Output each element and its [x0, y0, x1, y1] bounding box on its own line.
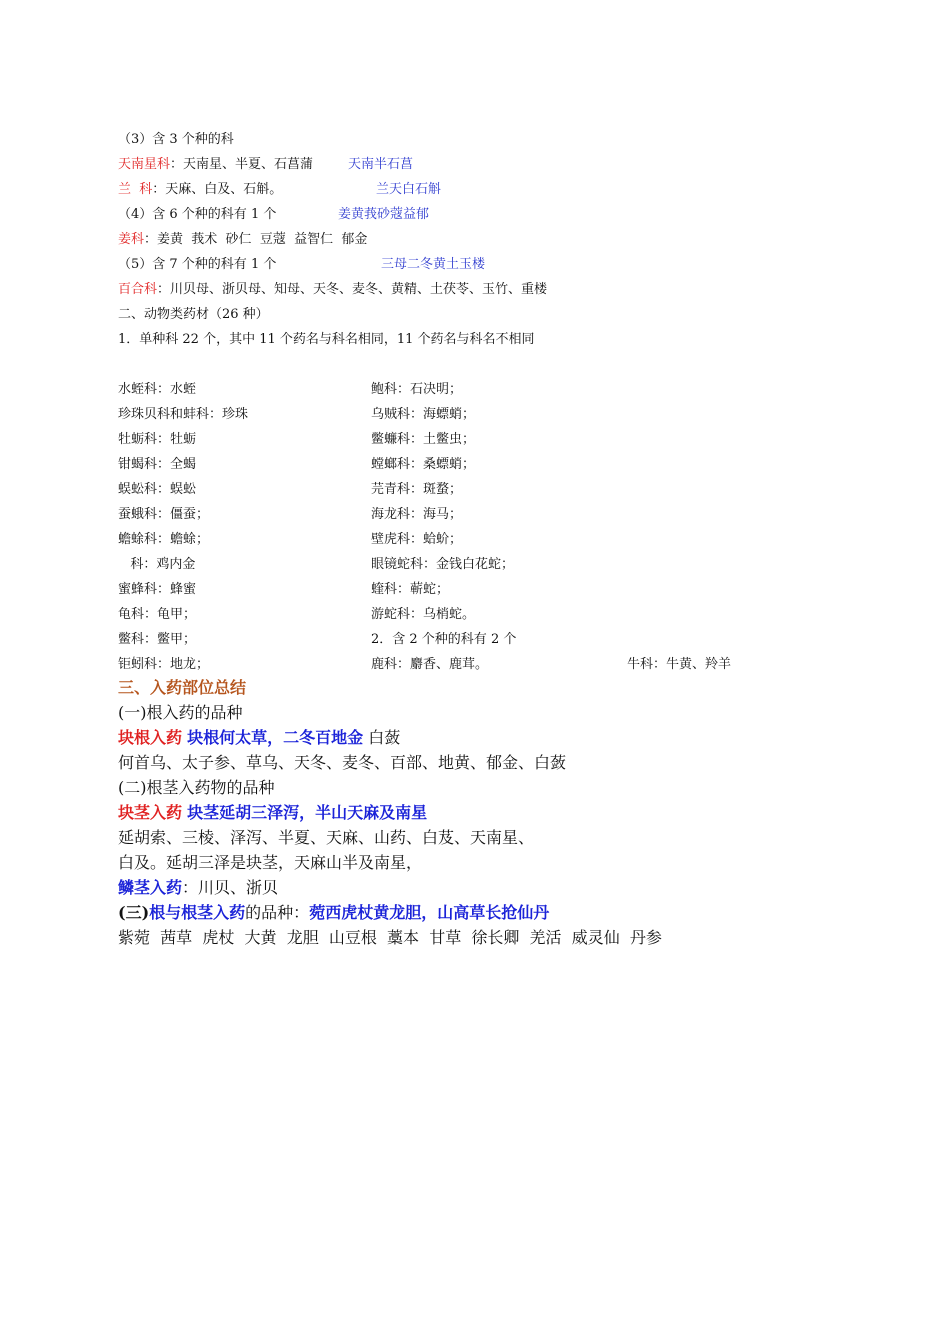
separator: ：	[170, 157, 184, 172]
animal-left-item: 蜜蜂科：蜂蜜	[118, 582, 197, 597]
animal-left-item: 水蛭科：水蛭	[118, 382, 197, 397]
animal-left-item: 科：鸡内金	[118, 557, 196, 572]
section3-sub3	[118, 900, 549, 923]
animal-right-item: 芫青科：斑蝥；	[371, 482, 463, 497]
family-row-lan	[118, 178, 282, 197]
species-list: 天南星、半夏、石菖蒲	[183, 157, 314, 172]
animal-heading: 二、动物类药材（26 种）	[118, 307, 269, 322]
section-h4: （4）含 6 个种的科有 1 个	[118, 207, 277, 222]
family-row-tiannanxing	[118, 153, 313, 172]
sub3-bold: 根与根茎入药	[149, 903, 246, 922]
family-row-jiang	[118, 228, 367, 247]
family-name: 天南星科	[118, 157, 171, 172]
kuaigen-row	[118, 725, 400, 748]
animal-right-item: 海龙科：海马；	[371, 507, 463, 522]
kuaijing-list: 延胡索、三棱、泽泻、半夏、天麻、山药、白芨、天南星、	[118, 828, 535, 847]
animal-sub1: 1．单种科 22 个，其中 11 个药名与科名相同，11 个药名与科名不相同	[118, 332, 535, 347]
animal-niu: 牛科：牛黄、羚羊	[627, 657, 732, 672]
animal-right-item: 游蛇科：乌梢蛇。	[371, 607, 476, 622]
mnemonic-lan: 兰天白石斛	[376, 182, 442, 197]
section-h5: （5）含 7 个种的科有 1 个	[118, 257, 277, 272]
animal-left-item: 蜈蚣科：蜈蚣	[118, 482, 197, 497]
family-name: 兰 科	[118, 182, 153, 197]
mnemonic-h4: 姜黄莪砂蔻益郁	[338, 207, 430, 222]
mnemonic-tiannanxing: 天南半石菖	[348, 157, 414, 172]
animal-right-item: 壁虎科：蛤蚧；	[371, 532, 463, 547]
sub3-mnemonic: 菀西虎杖黄龙胆，山高草长抢仙丹	[309, 903, 550, 922]
animal-left-item: 牡蛎科：牡蛎	[118, 432, 197, 447]
family-name: 百合科	[118, 282, 158, 297]
sub3-prefix: (三)	[118, 903, 150, 922]
animal-right-item: 眼镜蛇科：金钱白花蛇；	[371, 557, 515, 572]
separator: ：	[144, 232, 158, 247]
animal-left-item: 钜蚓科：地龙；	[118, 657, 210, 672]
sub3-list: 紫菀 茜草 虎杖 大黄 龙胆 山豆根 藁本 甘草 徐长卿 羌活 威灵仙 丹参	[118, 928, 662, 947]
animal-left-item: 鳖科：鳖甲；	[118, 632, 197, 647]
animal-left-item: 珍珠贝科和蚌科：珍珠	[118, 407, 249, 422]
section3-heading: 三、入药部位总结	[118, 678, 247, 697]
family-name: 姜科	[118, 232, 145, 247]
animal-left-item: 蟾蜍科：蟾蜍；	[118, 532, 210, 547]
animal-left-item: 龟科：龟甲；	[118, 607, 197, 622]
linjing-label: 鳞茎入药	[118, 878, 183, 897]
species-list: 川贝母、浙贝母、知母、天冬、麦冬、黄精、土茯苓、玉竹、重楼	[170, 282, 548, 297]
separator: ：	[152, 182, 166, 197]
animal-right-item: 乌贼科：海螵蛸；	[371, 407, 476, 422]
kuaijing-label: 块茎入药	[118, 803, 183, 822]
linjing-row	[118, 875, 278, 898]
section3-sub1: (一)根入药的品种	[118, 703, 243, 722]
linjing-rest: ：川贝、浙贝	[182, 878, 279, 897]
kuaijing-row	[118, 800, 427, 823]
mnemonic-h5: 三母二冬黄土玉楼	[381, 257, 486, 272]
kuaigen-label: 块根入药	[118, 728, 183, 747]
animal-right-item: 鲍科：石决明；	[371, 382, 463, 397]
kuaigen-list: 何首乌、太子参、草乌、天冬、麦冬、百部、地黄、郁金、白蔹	[118, 753, 567, 772]
section-h3: （3）含 3 个种的科	[118, 132, 234, 147]
animal-right-item: 鳖蠊科：土鳖虫；	[371, 432, 476, 447]
animal-left-item: 蚕蛾科：僵蚕；	[118, 507, 210, 522]
animal-sub2: 2．含 2 个种的科有 2 个	[371, 632, 517, 647]
kuaijing-mnemonic: 块茎延胡三泽泻，半山天麻及南星	[187, 803, 428, 822]
animal-right-item: 鹿科：麝香、鹿茸。	[371, 657, 489, 672]
sub3-mid: 的品种：	[245, 903, 310, 922]
species-list: 天麻、白及、石斛。	[165, 182, 283, 197]
family-row-baihe	[118, 278, 547, 297]
animal-left-item: 钳蝎科：全蝎	[118, 457, 197, 472]
kuaigen-extra: 白蔹	[363, 728, 401, 747]
animal-right-item: 蝰科：蕲蛇；	[371, 582, 450, 597]
species-list: 姜黄 莪术 砂仁 豆蔻 益智仁 郁金	[157, 232, 368, 247]
animal-right-item: 螳螂科：桑螵蛸；	[371, 457, 476, 472]
section3-sub2: (二)根茎入药物的品种	[118, 778, 275, 797]
separator: ：	[157, 282, 171, 297]
kuaijing-list: 白及。延胡三泽是块茎，天麻山半及南星，	[118, 853, 423, 872]
kuaigen-mnemonic: 块根何太草，二冬百地金	[187, 728, 364, 747]
